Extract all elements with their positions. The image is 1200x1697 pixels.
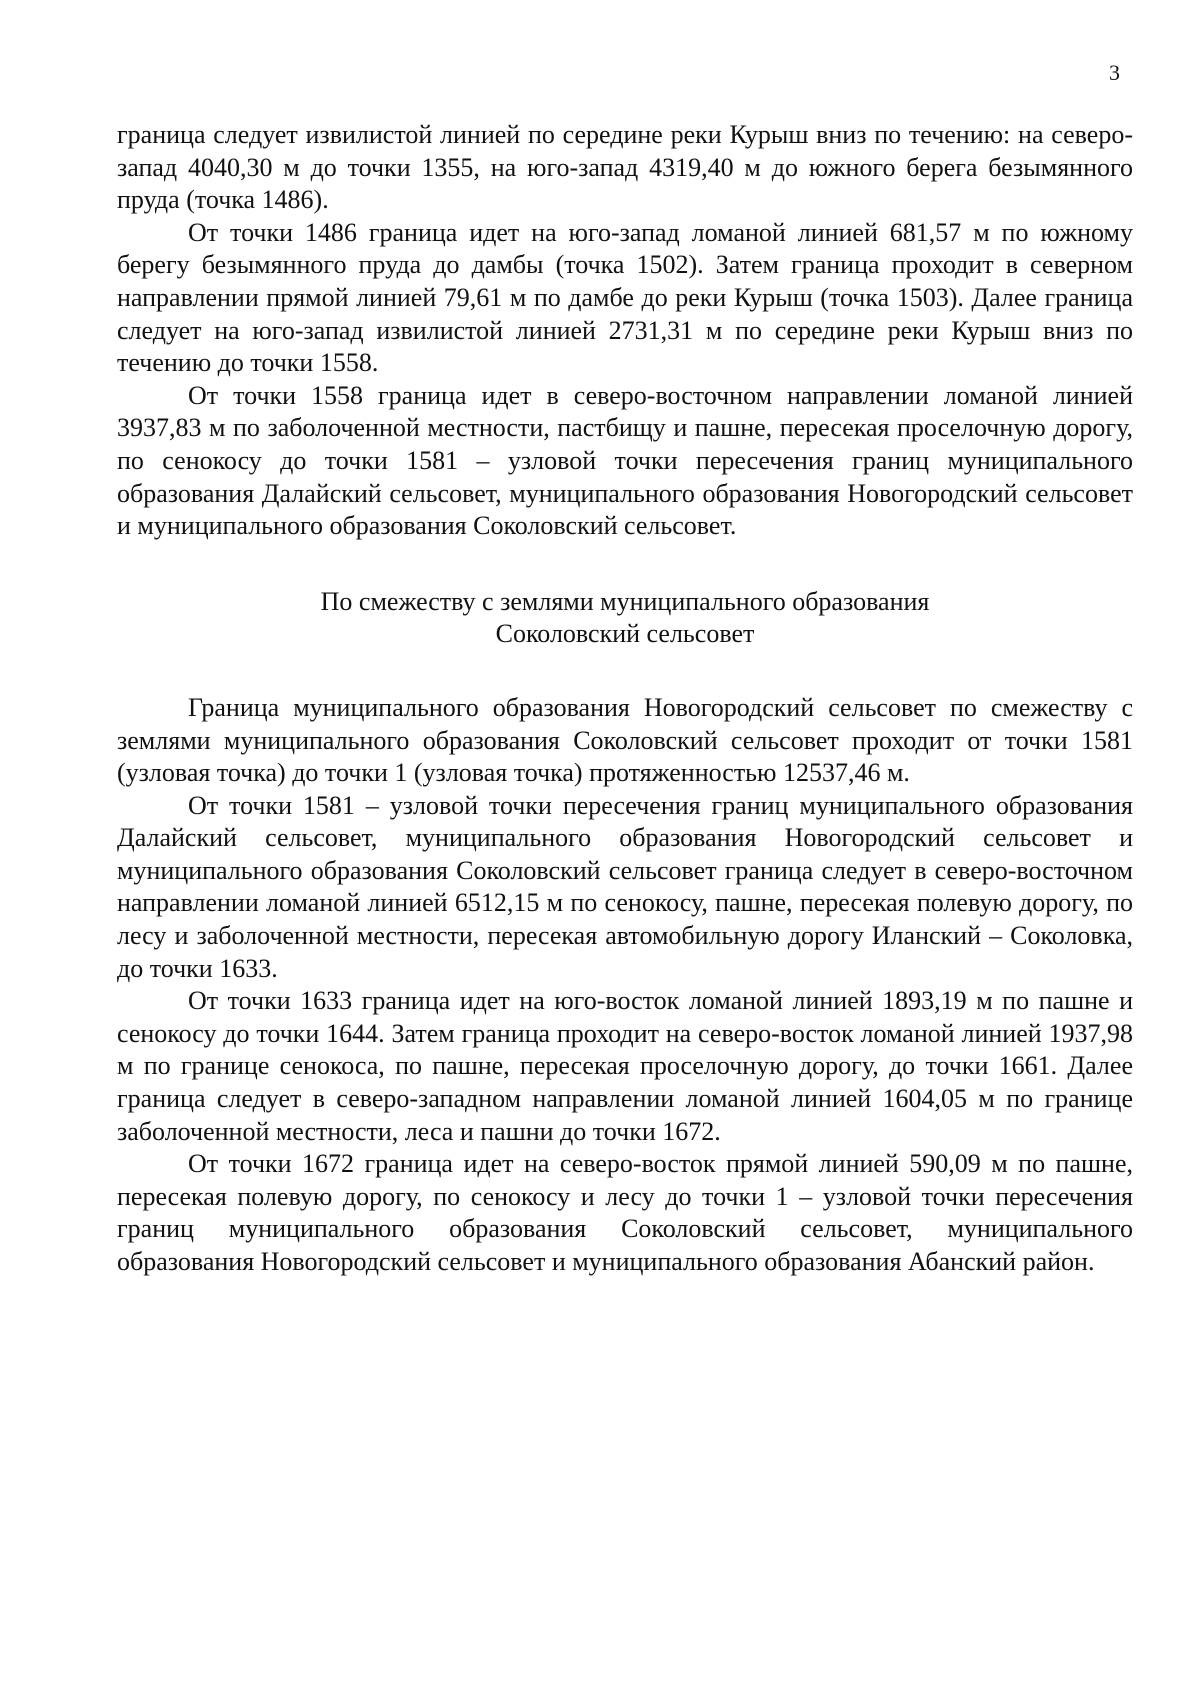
paragraph: От точки 1672 граница идет на северо-восток прямой линией 590,09 м по пашне, пересекая полевую дорогу, по сенокосу и лесу до точки 1 – узловой точки пересечения границ муниципального образования Соколовский сельсовет, муниципального образования Новогородский сельсовет и муниципального образования Абанский район. <box>117 1149 1133 1276</box>
paragraph: От точки 1581 – узловой точки пересечения границ муниципального образования Далайский сельсовет, муниципального образования Новогородский сельсовет и муниципального образования Соколовский сельсовет граница следует в северо-восточном направлении ломаной линией 6512,15 м по сенокосу, пашне, пересекая полевую дорогу, по лесу и заболоченной местности, пересекая автомобильную дорогу Иланский – Соколовка, до точки 1633. <box>117 790 1133 983</box>
section-heading <box>117 586 1133 651</box>
paragraph: От точки 1558 граница идет в северо-восточном направлении ломаной линией 3937,83 м по заболоченной местности, пастбищу и пашне, пересекая проселочную дорогу, по сенокосу до точки 1581 – узловой точки пересечения границ муниципального образования Далайский сельсовет, муниципального образования Новогородский сельсовет и муниципального образования Соколовский сельсовет. <box>117 380 1133 541</box>
page-number: 3 <box>1109 60 1120 85</box>
section-heading-line-2: Соколовский сельсовет <box>495 619 755 649</box>
document-body <box>117 119 1133 1279</box>
paragraph: От точки 1486 граница идет на юго-запад ломаной линией 681,57 м по южному берегу безымянного пруда до дамбы (точка 1502). Затем граница проходит в северном направлении прямой линией 79,61 м по дамбе до реки Курыш (точка 1503). Далее граница следует на юго-запад извилистой линией 2731,31 м по середине реки Курыш вниз по течению до точки 1558. <box>117 217 1133 378</box>
section-heading-line-1: По смежеству с землями муниципального образования <box>320 586 930 616</box>
paragraph: От точки 1633 граница идет на юго-восток ломаной линией 1893,19 м по пашне и сенокосу до точки 1644. Затем граница проходит на северо-восток ломаной линией 1937,98 м по границе сенокоса, по пашне, пересекая проселочную дорогу, до точки 1661. Далее граница следует в северо-западном направлении ломаной линией 1604,05 м по границе заболоченной местности, леса и пашни до точки 1672. <box>117 986 1133 1146</box>
paragraph-continued: граница следует извилистой линией по середине реки Курыш вниз по течению: на северо-запад 4040,30 м до точки 1355, на юго-запад 4319,40 м до южного берега безымянного пруда (точка 1486). <box>117 120 1133 215</box>
paragraph: Граница муниципального образования Новогородский сельсовет по смежеству с землями муниципального образования Соколовский сельсовет проходит от точки 1581 (узловая точка) до точки 1 (узловая точка) протяженностью 12537,46 м. <box>117 692 1133 788</box>
